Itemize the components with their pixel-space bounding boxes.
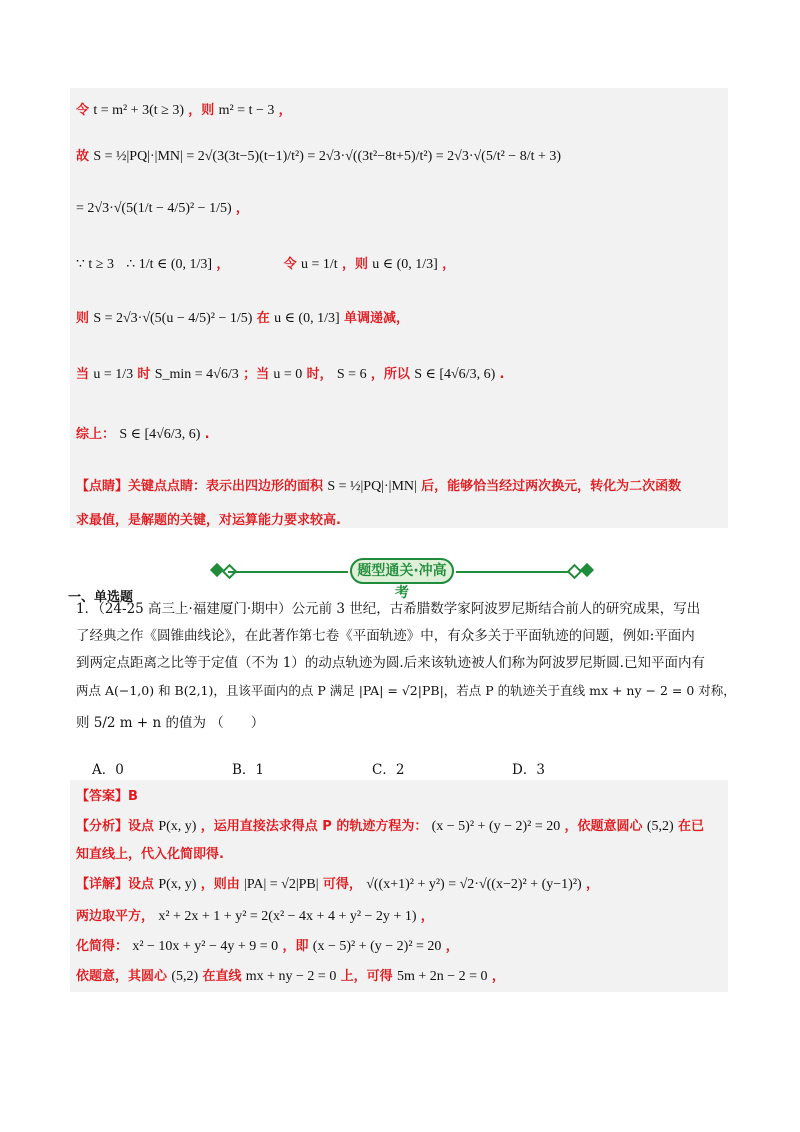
analysis-line-2: 知直线上，代入化简即得. bbox=[76, 847, 224, 862]
question-line-1: 1．（24-25 高三上·福建厦门·期中）公元前 3 世纪，古希腊数学家阿波罗尼斯结合前人的研究成果，写出 bbox=[76, 601, 701, 617]
solution-line-1: 令 t = m² + 3(t ≥ 3) ，则 m² = t − 3 ， bbox=[76, 103, 292, 118]
solution-line-3: = 2√3·√(5(1/t − 4/5)² − 1/5) ， bbox=[76, 201, 249, 216]
diamond-icon bbox=[580, 563, 594, 577]
solution-line-7: 综上： S ∈ [4√6/3, 6) . bbox=[76, 427, 210, 442]
option-d[interactable]: D．3 bbox=[512, 762, 545, 778]
detail-line-3: 化简得： x² − 10x + y² − 4y + 9 = 0 ，即 (x − 5)² + (y − 2)² = 20 ， bbox=[76, 939, 459, 954]
question-line-4: 两点 A(−1,0) 和 B(2,1)，且该平面内的点 P 满足 |PA| = √2|PB|，若点 P 的轨迹关于直线 mx + ny − 2 = 0 对称， bbox=[76, 683, 736, 698]
detail-line-4: 依题意，其圆心 (5,2) 在直线 mx + ny − 2 = 0 上，可得 5m + 2n − 2 = 0 ， bbox=[76, 969, 505, 984]
question-line-3: 到两定点距离之比等于定值（不为 1）的动点轨迹为圆.后来该轨迹被人们称为阿波罗尼斯圆.已知平面内有 bbox=[76, 655, 705, 671]
solution-line-4: ∵ t ≥ 3 ∴ 1/t ∈ (0, 1/3] ， 令 u = 1/t ，则 u ∈ (0, 1/3] ， bbox=[76, 257, 456, 272]
diamond-outline-icon bbox=[567, 564, 583, 580]
option-b[interactable]: B．1 bbox=[232, 762, 265, 778]
banner-title: 题型通关·冲高考 bbox=[350, 558, 454, 584]
banner-rule-left bbox=[228, 571, 348, 573]
answer-line: 【答案】B bbox=[76, 789, 138, 804]
option-a[interactable]: A．0 bbox=[92, 762, 124, 778]
detail-line-2: 两边取平方， x² + 2x + 1 + y² = 2(x² − 4x + 4 + y² − 2y + 1) ， bbox=[76, 909, 434, 924]
answer-options bbox=[92, 758, 652, 778]
question-line-5: 则 5/2 m + n 的值为 （ ） bbox=[76, 715, 265, 731]
section-banner bbox=[206, 558, 598, 601]
key-point-line-2: 求最值，是解题的关键，对运算能力要求较高. bbox=[76, 513, 341, 528]
section-heading: 一、单选题 bbox=[68, 590, 134, 605]
solution-line-2: 故 S = ½|PQ|·|MN| = 2√(3(3t−5)(t−1)/t²) = 2√3·√((3t²−8t+5)/t²) = 2√3·√(5/t² − 8/t + 3) bbox=[76, 149, 562, 164]
question-text bbox=[76, 596, 736, 737]
solution-line-5: 则 S = 2√3·√(5(u − 4/5)² − 1/5) 在 u ∈ (0, 1/3] 单调递减， bbox=[76, 311, 409, 326]
key-point-line-1: 【点睛】关键点点睛：表示出四边形的面积 S = ½|PQ|·|MN| 后，能够恰当经过两次换元，转化为二次函数 bbox=[76, 479, 682, 494]
analysis-line-1: 【分析】设点 P(x, y) ，运用直接法求得点 P 的轨迹方程为： (x − 5)² + (y − 2)² = 20 ，依题意圆心 (5,2) 在已 bbox=[76, 819, 704, 834]
banner-rule-right bbox=[456, 571, 576, 573]
solution-line-6: 当 u = 1/3 时 S_min = 4√6/3 ；当 u = 0 时， S = 6 ，所以 S ∈ [4√6/3, 6) . bbox=[76, 367, 505, 382]
option-c[interactable]: C．2 bbox=[372, 762, 405, 778]
question-line-2: 了经典之作《圆锥曲线论》，在此著作第七卷《平面轨迹》中，有众多关于平面轨迹的问题，例如:平面内 bbox=[76, 628, 695, 644]
detail-line-1: 【详解】设点 P(x, y) ，则由 |PA| = √2|PB| 可得， √((x+1)² + y²) = √2·√((x−2)² + (y−1)²) ， bbox=[76, 877, 599, 892]
